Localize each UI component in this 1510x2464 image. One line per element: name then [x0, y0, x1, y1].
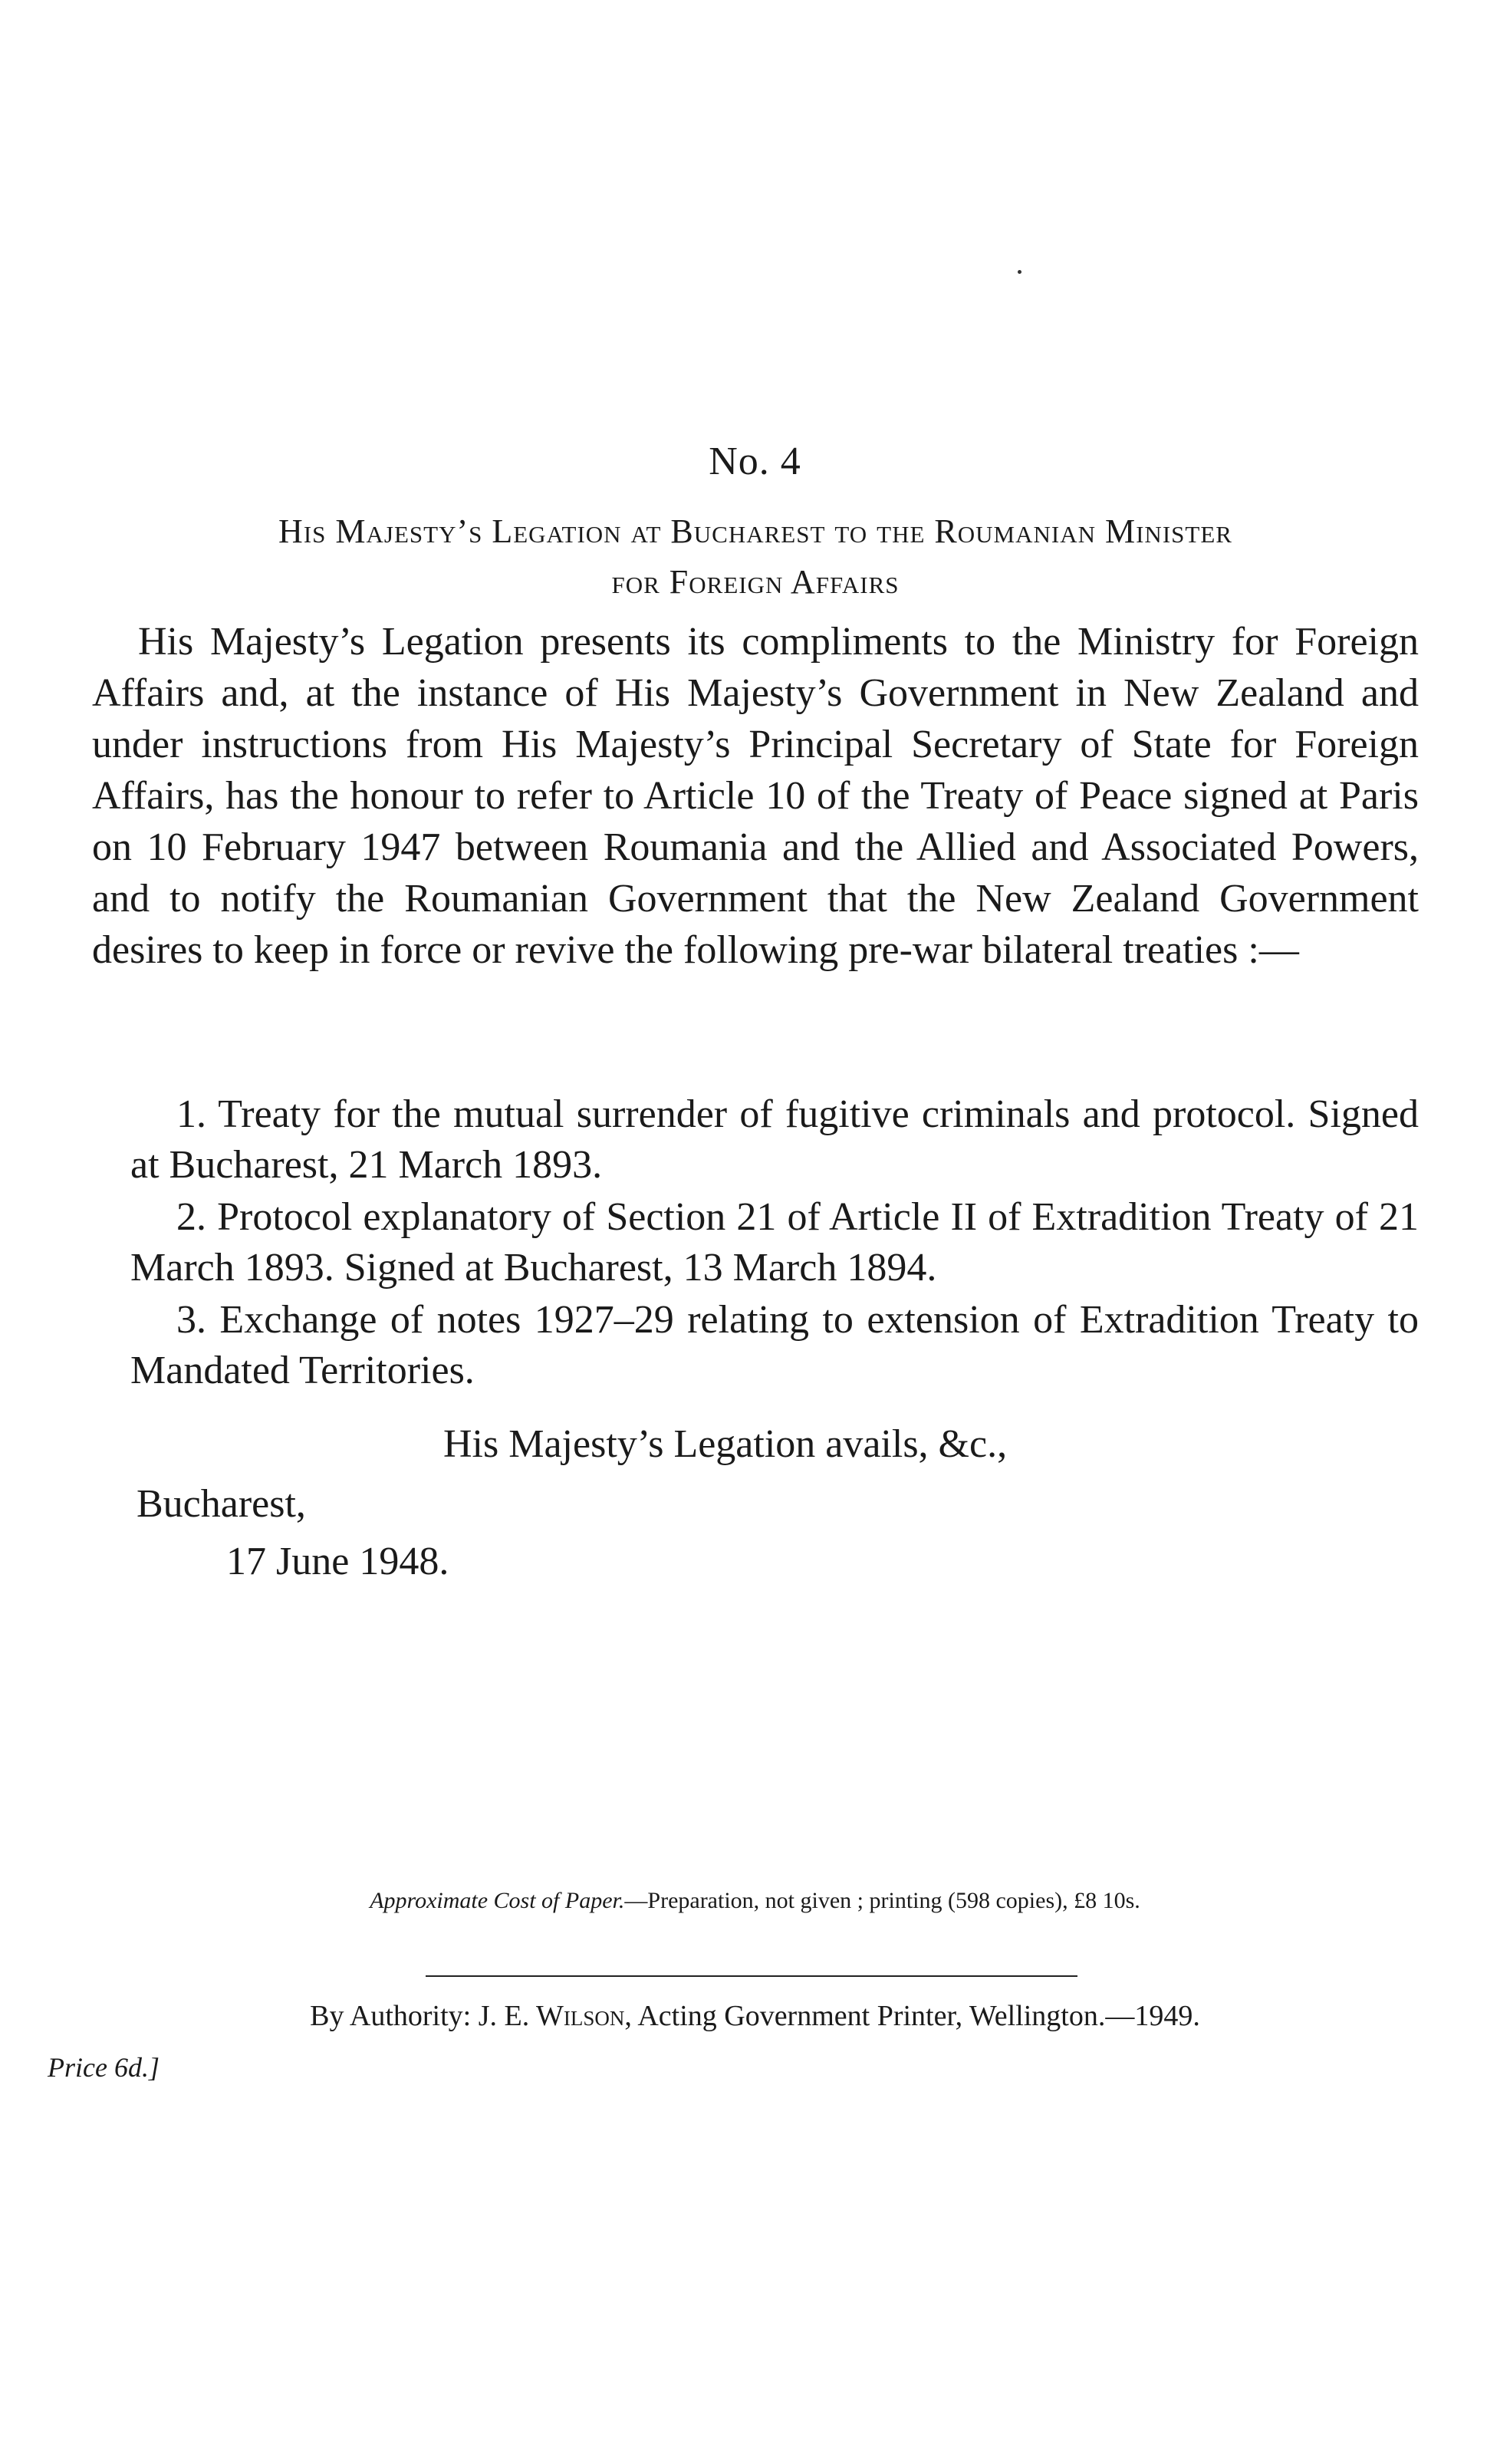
authority-suffix: Acting Government Printer, Wellington.—1949.	[637, 2000, 1200, 2032]
place-line: Bucharest,	[137, 1482, 306, 1526]
cost-note	[0, 1886, 1510, 1916]
document-heading	[92, 506, 1419, 608]
date-line: 17 June 1948.	[226, 1540, 449, 1583]
cost-note-lead: Approximate Cost of Paper.	[370, 1888, 625, 1913]
document-number: No. 4	[709, 440, 801, 483]
treaty-item: 1. Treaty for the mutual surrender of fugitive criminals and protocol. Signed at Bucharest, 21 March 1893.	[130, 1092, 1419, 1187]
treaty-list	[130, 1089, 1419, 1398]
heading-line-2: for Foreign Affairs	[611, 563, 900, 601]
footer-divider	[426, 1975, 1077, 1977]
body-paragraph: His Majesty’s Legation presents its compliments to the Ministry for Foreign Affairs and, at the instance of His Majesty’s Government in New Zealand and under instructions from His Majesty’s Principal Secretary of State for Foreign Affairs, has the honour to refer to Article 10 of the Treaty of Peace signed at Paris on 10 February 1947 between Roumania and the Allied and Associated Powers, and to notify the Roumanian Government that the New Zealand Government desires to keep in force or revive the following pre-war bilateral treaties :—	[92, 620, 1419, 972]
closing-formula: His Majesty’s Legation avails, &c.,	[443, 1422, 1008, 1466]
authority-line	[0, 1996, 1510, 2036]
heading-line-1: His Majesty’s Legation at Bucharest to the Roumanian Minister	[278, 512, 1232, 550]
stray-mark	[1018, 270, 1021, 274]
treaty-item: 2. Protocol explanatory of Section 21 of Article II of Extradition Treaty of 21 March 1893. Signed at Bucharest, 13 March 1894.	[130, 1195, 1419, 1290]
cost-note-text: —Preparation, not given ; printing (598 copies), £8 10s.	[624, 1888, 1140, 1913]
authority-prefix: By Authority:	[310, 2000, 472, 2032]
price-line: Price 6d.]	[48, 2052, 160, 2083]
printer-name: J. E. Wilson,	[478, 2000, 632, 2032]
treaty-item: 3. Exchange of notes 1927–29 relating to extension of Extradition Treaty to Mandated Territories.	[130, 1298, 1419, 1392]
